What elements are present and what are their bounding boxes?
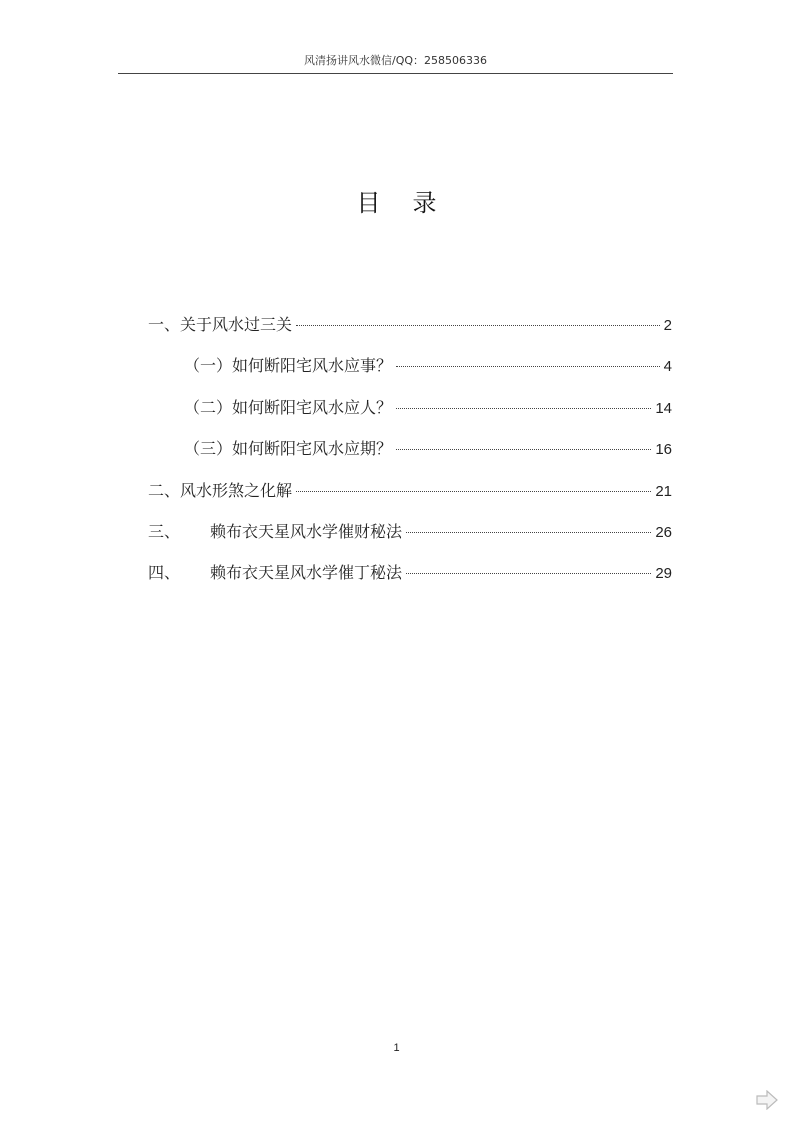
toc-title: 目录 [356, 189, 469, 217]
toc-entry-label: （二）如何断阳宅风水应人？ [184, 397, 393, 417]
toc-entry-page: 29 [655, 565, 672, 583]
toc-entry-page: 26 [655, 523, 672, 541]
toc-entry-page: 14 [655, 399, 672, 417]
page-number: 1 [393, 1042, 400, 1054]
toc-leader-dots [406, 573, 651, 574]
toc-entry-1-2[interactable] [148, 395, 672, 436]
toc-leader-dots [396, 408, 651, 409]
toc-entry-label: 一、关于风水过三关 [148, 315, 293, 334]
toc-entry-3[interactable] [148, 519, 672, 560]
toc-entry-1-3[interactable] [148, 436, 672, 477]
toc-entry-label: 三、 赖布衣天星风水学催财秘法 [148, 521, 403, 541]
toc-leader-dots [396, 449, 651, 450]
toc-entry-label: （三）如何断阳宅风水应期？ [184, 439, 393, 459]
toc-entry-label: （一）如何断阳宅风水应事？ [184, 356, 393, 376]
toc-leader-dots [396, 366, 660, 367]
toc-leader-dots [296, 325, 660, 326]
toc-entry-page: 2 [663, 317, 672, 334]
toc-leader-dots [296, 491, 651, 492]
toc-entry-label: 二、风水形煞之化解 [148, 480, 293, 500]
page-header: 风清扬讲风水微信/QQ：258506336 [303, 54, 487, 67]
header-rule [118, 73, 673, 74]
toc-entry-label: 四、 赖布衣天星风水学催丁秘法 [148, 563, 403, 583]
toc-entry-1-1[interactable] [148, 353, 672, 394]
table-of-contents [148, 312, 672, 602]
toc-entry-2[interactable] [148, 478, 672, 519]
toc-leader-dots [406, 532, 651, 533]
toc-entry-4[interactable] [148, 560, 672, 601]
toc-entry-page: 21 [655, 482, 672, 500]
toc-entry-1[interactable] [148, 312, 672, 353]
toc-entry-page: 4 [663, 358, 672, 376]
arrow-right-icon[interactable] [756, 1090, 778, 1110]
toc-entry-page: 16 [655, 441, 672, 459]
